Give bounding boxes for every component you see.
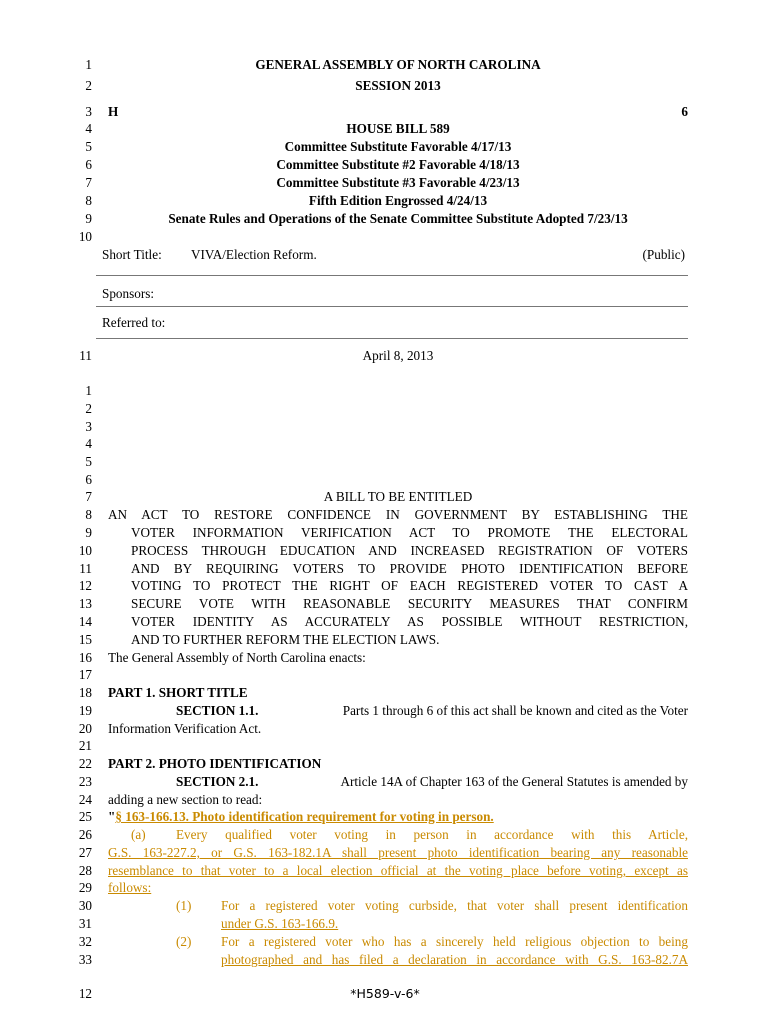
line-number: 7 [85,489,92,504]
section-label: SECTION 2.1. [176,774,259,789]
line-number: 25 [78,809,92,824]
line-number: 4 [85,121,92,136]
line-number: 23 [78,774,92,789]
line-number: 1 [85,57,92,72]
section-text: Parts 1 through 6 of this act shall be known and cited as the Voter [342,703,688,718]
subsection-a-line: follows: [108,880,152,895]
line-number: 10 [78,229,92,244]
quote-mark: " [108,809,116,824]
assembly-title: GENERAL ASSEMBLY OF NORTH CAROLINA [255,57,541,72]
act-line: VOTER INFORMATION VERIFICATION ACT TO PROMOTE THE ELECTORAL [131,525,688,540]
document-code: *H589-v-6* [350,986,420,1001]
divider [96,306,688,307]
public-label: (Public) [642,247,685,262]
sponsors-label: Sponsors: [102,286,155,301]
line-number: 1 [85,383,92,398]
short-title-value: VIVA/Election Reform. [191,247,317,262]
item-text: For a registered voter who has a sincerely held religious objection to being [221,934,688,949]
subsection-text: Every qualified voter voting in person in accordance with this Article, [176,827,688,842]
line-number: 12 [78,578,92,593]
line-number: 32 [78,934,92,949]
session-title: SESSION 2013 [355,78,441,93]
line-number: 17 [78,667,92,682]
line-number: 22 [78,756,92,771]
act-line: SECURE VOTE WITH REASONABLE SECURITY MEASURES THAT CONFIRM [131,596,688,611]
line-number: 5 [85,454,92,469]
line-number: 3 [85,419,92,434]
page-number: 12 [78,986,92,1001]
line-number: 33 [78,952,92,967]
bill-number: HOUSE BILL 589 [346,121,450,136]
line-number: 21 [78,738,92,753]
line-number: 6 [85,157,92,172]
line-number: 2 [85,401,92,416]
subsection-label: (a) [131,827,146,842]
line-number: 10 [78,543,92,558]
short-title-row [102,246,688,264]
line-number: 26 [78,827,92,842]
line-number: 7 [85,175,92,190]
new-section-title: § 163-166.13. Photo identification requirement for voting in person. [115,809,494,824]
line-number: 8 [85,507,92,522]
divider [96,338,688,339]
section-1-1-continued: Information Verification Act. [108,721,262,736]
line-number: 18 [78,685,92,700]
line-number: 28 [78,863,92,878]
act-line: PROCESS THROUGH EDUCATION AND INCREASED REGISTRATION OF VOTERS [131,543,688,558]
line-number: 11 [79,348,92,363]
bill-heading: A BILL TO BE ENTITLED [323,489,473,504]
list-item-2-continued: photographed and has filed a declaration in accordance with G.S. 163-82.7A [221,952,688,967]
item-label: (2) [176,934,192,949]
line-number: 24 [78,792,92,807]
history-line: Committee Substitute Favorable 4/17/13 [284,139,512,154]
act-line: VOTING TO PROTECT THE RIGHT OF EACH REGISTERED VOTER TO CAST A [131,578,688,593]
line-number: 30 [78,898,92,913]
line-number: 11 [79,561,92,576]
line-number: 15 [78,632,92,647]
line-number: 14 [78,614,92,629]
act-line: VOTER IDENTITY AS ACCURATELY AS POSSIBLE WITHOUT RESTRICTION, [131,614,688,629]
date-line: April 8, 2013 [362,348,434,363]
line-number: 5 [85,139,92,154]
history-line: Fifth Edition Engrossed 4/24/13 [308,193,488,208]
act-line: AN ACT TO RESTORE CONFIDENCE IN GOVERNMENT BY ESTABLISHING THE [108,507,688,522]
line-number: 6 [85,472,92,487]
line-number: 3 [85,104,92,119]
history-line: Senate Rules and Operations of the Senate Committee Substitute Adopted 7/23/13 [168,211,628,226]
section-2-1-continued: adding a new section to read: [108,792,263,807]
divider [96,275,688,276]
item-label: (1) [176,898,192,913]
chamber-letter: H [108,104,119,119]
new-section-title-row [108,808,688,826]
referred-label: Referred to: [102,315,166,330]
act-line: AND TO FURTHER REFORM THE ELECTION LAWS. [131,632,440,647]
act-line: AND BY REQUIRING VOTERS TO PROVIDE PHOTO IDENTIFICATION BEFORE [131,561,688,576]
history-line: Committee Substitute #3 Favorable 4/23/13 [276,175,520,190]
part-2-heading: PART 2. PHOTO IDENTIFICATION [108,756,322,771]
line-number: 16 [78,650,92,665]
line-number: 9 [85,211,92,226]
chamber-row [108,103,688,121]
subsection-a-line: G.S. 163-227.2, or G.S. 163-182.1A shall present photo identification bearing any reasonable [108,845,688,860]
history-line: Committee Substitute #2 Favorable 4/18/13 [276,157,520,172]
short-title-label: Short Title: [102,247,162,262]
enacting-clause: The General Assembly of North Carolina enacts: [108,650,366,665]
part-1-heading: PART 1. SHORT TITLE [108,685,248,700]
list-item-1-continued: under G.S. 163-166.9. [221,916,339,931]
section-text: Article 14A of Chapter 163 of the General Statutes is amended by [340,774,688,789]
item-text: For a registered voter voting curbside, that voter shall present identification [221,898,688,913]
line-number: 19 [78,703,92,718]
line-number: 20 [78,721,92,736]
subsection-a-line: resemblance to that voter to a local election official at the voting place before voting, except as [108,863,688,878]
line-number: 13 [78,596,92,611]
line-number: 2 [85,78,92,93]
section-label: SECTION 1.1. [176,703,259,718]
line-number: 8 [85,193,92,208]
line-number: 9 [85,525,92,540]
line-number: 4 [85,436,92,451]
version-number: 6 [681,104,688,119]
line-number: 29 [78,880,92,895]
line-number: 27 [78,845,92,860]
line-number: 31 [78,916,92,931]
